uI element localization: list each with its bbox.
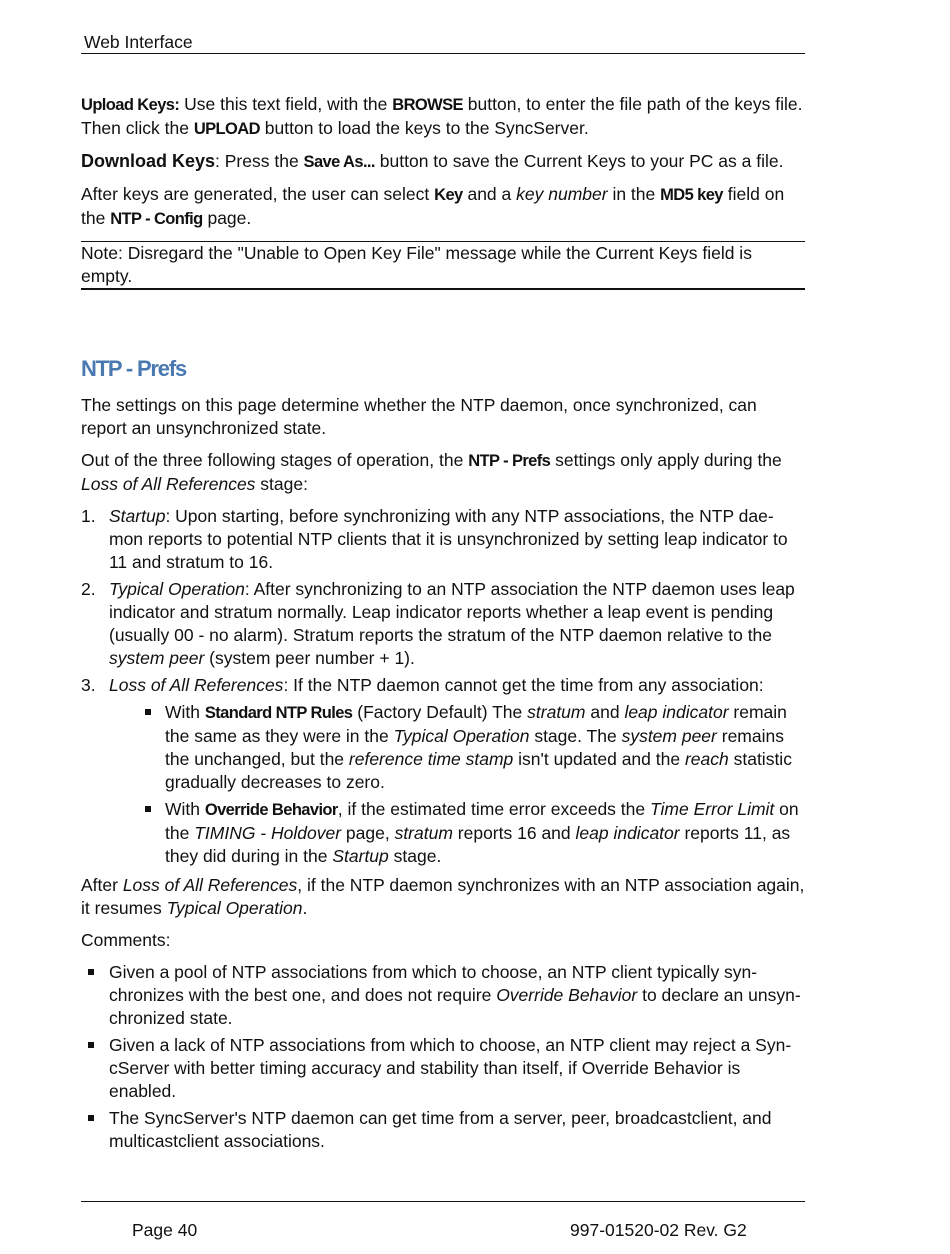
stage-item bbox=[81, 505, 805, 574]
intro-paragraph: The settings on this page determine whether the NTP daemon, once synchronized, can report an unsynchronized state. bbox=[81, 395, 757, 438]
note-box: Note: Disregard the "Unable to Open Key File" message while the Current Keys field is empty. bbox=[81, 241, 805, 290]
square-bullet-icon bbox=[88, 1115, 94, 1121]
text-run: reports 16 and bbox=[452, 823, 576, 843]
text-run: button to load the keys to the SyncServer. bbox=[259, 118, 589, 138]
sub-bullet-item bbox=[165, 701, 805, 794]
text-run: After bbox=[81, 875, 123, 895]
italic-run: leap indicator bbox=[575, 823, 680, 843]
stage-name: Startup bbox=[109, 506, 166, 526]
text-run: The SyncServer's NTP daemon can get time from a server, peer, broadcastclient, and multicastclient associations. bbox=[109, 1108, 772, 1151]
running-header-title: Web Interface bbox=[84, 32, 193, 52]
italic-run: Typical Operation bbox=[393, 726, 530, 746]
text-run: stage: bbox=[255, 474, 308, 494]
sub-bullet-item bbox=[165, 798, 805, 868]
text-run: to declare an unsyn-chronized state. bbox=[109, 985, 801, 1028]
italic-run: system peer bbox=[621, 726, 717, 746]
stage-item bbox=[81, 674, 805, 868]
italic-run: stratum bbox=[394, 823, 453, 843]
page-number: Page 40 bbox=[132, 1220, 198, 1240]
md5-key-ref: MD5 key bbox=[660, 186, 723, 204]
text-run: button to save the Current Keys to your PC as a file. bbox=[374, 151, 784, 171]
text-run: Use this text field, with the bbox=[179, 94, 393, 114]
text-run: After keys are generated, the user can select bbox=[81, 184, 435, 204]
text-run: . bbox=[302, 898, 308, 918]
comments-label: Comments: bbox=[81, 930, 171, 950]
upload-button-ref: UPLOAD bbox=[193, 120, 260, 138]
stage-name: Loss of All References bbox=[109, 675, 284, 695]
browse-button-ref: BROWSE bbox=[392, 96, 463, 114]
upload-keys-paragraph bbox=[81, 93, 805, 141]
standard-ntp-rules-ref: Standard NTP Rules bbox=[204, 704, 353, 722]
stage-text: (system peer number + 1). bbox=[204, 648, 415, 668]
text-run: isn't updated and the bbox=[513, 749, 685, 769]
comments-list bbox=[81, 961, 805, 1153]
text-run: With bbox=[165, 799, 205, 819]
square-bullet-icon bbox=[88, 1042, 94, 1048]
page-content bbox=[81, 93, 805, 1157]
loss-sub-list bbox=[109, 701, 805, 868]
text-run: stage. bbox=[388, 846, 442, 866]
ntp-prefs-ref: NTP - Prefs bbox=[468, 452, 551, 470]
italic-run: TIMING - Holdover bbox=[194, 823, 342, 843]
download-keys-paragraph bbox=[81, 150, 805, 174]
section-heading: NTP - Prefs bbox=[81, 356, 186, 381]
text-run: in the bbox=[607, 184, 661, 204]
text-run: : Press the bbox=[215, 151, 304, 171]
comment-item bbox=[109, 1034, 805, 1103]
stage-number: 1. bbox=[81, 506, 96, 526]
text-run: settings only apply during the bbox=[550, 450, 782, 470]
text-run: , if the estimated time error exceeds the bbox=[337, 799, 650, 819]
stages-paragraph bbox=[81, 449, 805, 496]
override-behavior-ref: Override Behavior bbox=[204, 801, 338, 819]
comment-item bbox=[109, 961, 805, 1030]
after-loss-paragraph bbox=[81, 874, 805, 920]
text-run: statistic gradually decreases to zero. bbox=[165, 749, 792, 792]
square-bullet-icon bbox=[88, 969, 94, 975]
text-run: button, to enter the file path of the keys file. Then click the bbox=[81, 94, 803, 138]
stage-item bbox=[81, 578, 805, 670]
italic-run: leap indicator bbox=[624, 702, 729, 722]
stage-text: : After synchronizing to an NTP association the NTP daemon uses leap indicator and stratum normally. Leap indicator reports whether a leap event is pending (usually 00 - no alarm). Stratum reports the stratum of the NTP daemon relative to the bbox=[109, 579, 795, 645]
stage-name: Typical Operation bbox=[109, 579, 245, 599]
text-run: field on the bbox=[81, 184, 785, 228]
text-run: With bbox=[165, 702, 205, 722]
italic-run: Override Behavior bbox=[496, 985, 638, 1005]
after-keys-paragraph bbox=[81, 183, 805, 231]
loss-ref: Loss of All References bbox=[81, 474, 256, 494]
text-run: (Factory Default) The bbox=[352, 702, 528, 722]
text-run: remains the unchanged, but the bbox=[165, 726, 784, 769]
text-run: on the bbox=[165, 799, 799, 843]
text-run: page, bbox=[341, 823, 395, 843]
footer-rule bbox=[81, 1201, 805, 1202]
text-run: , if the NTP daemon synchronizes with an NTP association again, it resumes bbox=[81, 875, 805, 918]
text-run: Given a pool of NTP associations from which to choose, an NTP client typically syn-chronizes with the best one, and does not require bbox=[109, 962, 758, 1005]
key-ref: Key bbox=[434, 186, 463, 204]
text-run: and a bbox=[462, 184, 517, 204]
key-number-ref: key number bbox=[516, 184, 608, 204]
stage-number: 3. bbox=[81, 675, 96, 695]
text-run: remain the same as they were in the bbox=[165, 702, 787, 746]
square-bullet-icon bbox=[145, 806, 151, 812]
text-run: and bbox=[585, 702, 625, 722]
stage-number: 2. bbox=[81, 579, 96, 599]
download-keys-label: Download Keys bbox=[81, 151, 216, 171]
document-id: 997-01520-02 Rev. G2 bbox=[570, 1220, 747, 1240]
save-as-button-ref: Save As... bbox=[303, 153, 375, 171]
text-run: Given a lack of NTP associations from which to choose, an NTP client may reject a Syn-cServer with better timing accuracy and stability than itself, if Override Behavior is enabled. bbox=[109, 1035, 792, 1101]
italic-run: stratum bbox=[527, 702, 586, 722]
text-run: reports 11, as they did during in the bbox=[165, 823, 791, 866]
upload-keys-label: Upload Keys: bbox=[81, 96, 180, 114]
ntp-config-ref: NTP - Config bbox=[110, 210, 203, 228]
italic-run: Startup bbox=[332, 846, 389, 866]
stage-text: : If the NTP daemon cannot get the time from any association: bbox=[283, 675, 764, 695]
italic-run: Time Error Limit bbox=[649, 799, 775, 819]
text-run: stage. The bbox=[529, 726, 622, 746]
square-bullet-icon bbox=[145, 709, 151, 715]
stage-text: : Upon starting, before synchronizing with any NTP associations, the NTP dae-mon reports to potential NTP clients that it is unsynchronized by setting leap indicator to 11 and stratum to 16. bbox=[109, 506, 788, 572]
italic-run: Loss of All References bbox=[122, 875, 298, 895]
italic-run: reference time stamp bbox=[348, 749, 514, 769]
running-header bbox=[81, 30, 805, 54]
stages-list bbox=[81, 505, 805, 868]
stage-italic: system peer bbox=[109, 648, 205, 668]
text-run: Out of the three following stages of operation, the bbox=[81, 450, 469, 470]
text-run: page. bbox=[202, 208, 252, 228]
italic-run: reach bbox=[684, 749, 729, 769]
italic-run: Typical Operation bbox=[166, 898, 303, 918]
comment-item bbox=[109, 1107, 805, 1153]
